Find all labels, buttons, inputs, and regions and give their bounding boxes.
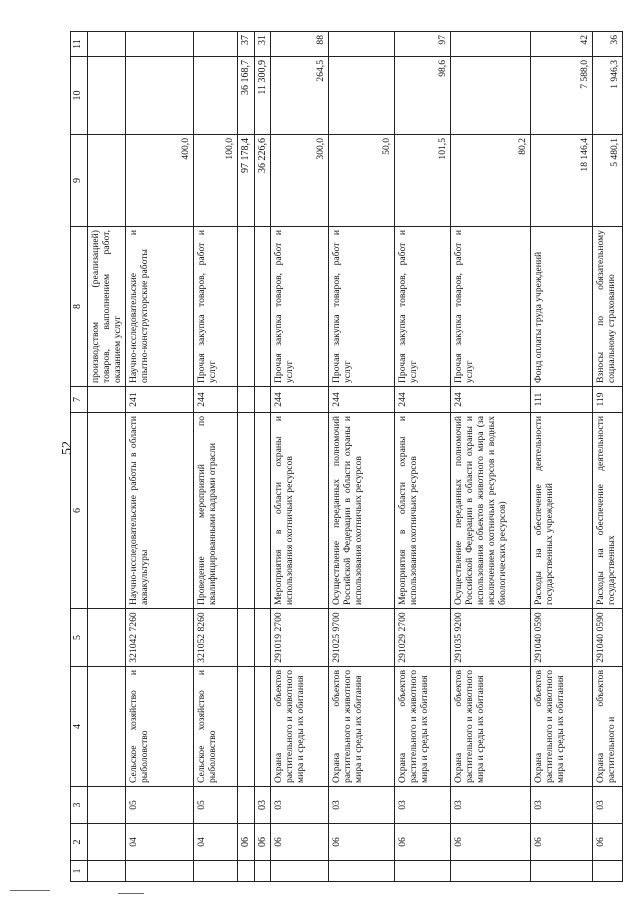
cell-5 <box>88 609 126 667</box>
cell-3: 03 <box>254 787 271 824</box>
cell-8: Взносы по обязательному социальному страхованию <box>593 227 623 387</box>
cell-11 <box>88 32 126 57</box>
cell-6: Осуществление переданных полномочий Российской Федерации в области охраны и использования объектов животного мира (за исключением охотничьих ресурсов и водных биологических ресурсов) <box>451 413 531 609</box>
cell-11 <box>329 32 395 57</box>
cell-3 <box>238 787 255 824</box>
cell-3: 03 <box>531 787 593 824</box>
cell-8: Прочая закупка товаров, работ и услуг <box>271 227 329 387</box>
cell-2: 06 <box>451 824 531 861</box>
cell-5: 291035 9200 <box>451 609 531 667</box>
cell-5: 291040 0590 <box>593 609 623 667</box>
cell-10: 11 300,9 <box>254 57 271 135</box>
cell-4 <box>238 667 255 787</box>
cell-7: 241 <box>126 387 194 413</box>
cell-9: 36 226,6 <box>254 135 271 227</box>
cell-7 <box>238 387 255 413</box>
cell-1 <box>194 861 238 882</box>
table-row <box>395 32 451 882</box>
cell-9: 80,2 <box>451 135 531 227</box>
page-number: 52 <box>60 441 75 455</box>
cell-1 <box>451 861 531 882</box>
cell-4: Охрана объектов растительного и животного мира и среды их обитания <box>329 667 395 787</box>
cell-8: Прочая закупка товаров, работ и услуг <box>451 227 531 387</box>
cell-4: Сельское хозяйство и рыболовство <box>194 667 238 787</box>
cell-6 <box>88 413 126 609</box>
cell-11: 37 <box>238 32 255 57</box>
cell-5: 321052 8260 <box>194 609 238 667</box>
cell-5: 291029 2700 <box>395 609 451 667</box>
scan-artifact-line <box>118 893 144 894</box>
cell-7: 111 <box>531 387 593 413</box>
table-row <box>451 32 531 882</box>
cell-2: 06 <box>329 824 395 861</box>
header-cell: 10 <box>71 57 88 135</box>
cell-9 <box>88 135 126 227</box>
cell-4: Охрана объектов растительного и животного мира и среды их обитания <box>395 667 451 787</box>
cell-5 <box>254 609 271 667</box>
cell-2: 06 <box>271 824 329 861</box>
scan-artifact-line <box>10 890 50 891</box>
cell-8: Прочая закупка товаров, работ и услуг <box>395 227 451 387</box>
cell-2: 06 <box>254 824 271 861</box>
cell-1 <box>126 861 194 882</box>
cell-5: 291040 0590 <box>531 609 593 667</box>
cell-8: Прочая закупка товаров, работ и услуг <box>194 227 238 387</box>
table-row-subtotal <box>254 32 271 882</box>
cell-6: Осуществление переданных полномочий Российской Федерации в области охраны и использования охотничьих ресурсов <box>329 413 395 609</box>
cell-6: Мероприятия в области охраны и использования охотничьих ресурсов <box>395 413 451 609</box>
cell-10 <box>194 57 238 135</box>
table-row <box>126 32 194 882</box>
cell-2: 06 <box>238 824 255 861</box>
table-row <box>593 32 623 882</box>
cell-9: 50,0 <box>329 135 395 227</box>
cell-10: 36 168,7 <box>238 57 255 135</box>
table-header-row <box>71 32 88 882</box>
cell-3: 05 <box>126 787 194 824</box>
table-row <box>329 32 395 882</box>
cell-6 <box>238 413 255 609</box>
header-cell: 7 <box>71 387 88 413</box>
cell-10: 7 588,0 <box>531 57 593 135</box>
cell-11: 88 <box>271 32 329 57</box>
cell-3: 03 <box>329 787 395 824</box>
cell-1 <box>593 861 623 882</box>
cell-7: 244 <box>451 387 531 413</box>
header-cell: 11 <box>71 32 88 57</box>
cell-7: 244 <box>271 387 329 413</box>
budget-table <box>70 31 623 882</box>
cell-4 <box>88 667 126 787</box>
cell-5 <box>238 609 255 667</box>
cell-6: Проведение мероприятий по квалифицированными кадрами отрасли <box>194 413 238 609</box>
cell-7: 244 <box>194 387 238 413</box>
table-row <box>271 32 329 882</box>
cell-7: 119 <box>593 387 623 413</box>
cell-8: Прочая закупка товаров, работ и услуг <box>329 227 395 387</box>
cell-10: 1 946,3 <box>593 57 623 135</box>
cell-9: 97 178,4 <box>238 135 255 227</box>
cell-6: Мероприятия в области охраны и использования охотничьих ресурсов <box>271 413 329 609</box>
header-cell: 9 <box>71 135 88 227</box>
cell-3: 03 <box>451 787 531 824</box>
cell-2: 06 <box>531 824 593 861</box>
cell-6: Расходы на обеспечение деятельности государственных <box>593 413 623 609</box>
cell-11: 97 <box>395 32 451 57</box>
cell-2 <box>88 824 126 861</box>
table-row <box>88 32 126 882</box>
cell-3: 05 <box>194 787 238 824</box>
cell-11 <box>126 32 194 57</box>
cell-8: Научно-исследовательские и опытно-конструкторские работы <box>126 227 194 387</box>
table-row <box>194 32 238 882</box>
cell-11 <box>194 32 238 57</box>
cell-6: Расходы на обеспечение деятельности государственных учреждений <box>531 413 593 609</box>
cell-9: 18 146,4 <box>531 135 593 227</box>
cell-2: 04 <box>126 824 194 861</box>
cell-1 <box>88 861 126 882</box>
cell-9: 100,0 <box>194 135 238 227</box>
header-cell: 1 <box>71 861 88 882</box>
cell-7 <box>88 387 126 413</box>
cell-5: 321042 7260 <box>126 609 194 667</box>
cell-8: Фонд оплаты труда учреждений <box>531 227 593 387</box>
cell-10 <box>88 57 126 135</box>
cell-7: 244 <box>329 387 395 413</box>
table-row <box>531 32 593 882</box>
cell-4: Охрана объектов растительного и животного мира и среды их обитания <box>271 667 329 787</box>
cell-10 <box>451 57 531 135</box>
header-cell: 5 <box>71 609 88 667</box>
cell-1 <box>395 861 451 882</box>
cell-3: 03 <box>395 787 451 824</box>
cell-1 <box>254 861 271 882</box>
cell-1 <box>238 861 255 882</box>
cell-1 <box>329 861 395 882</box>
cell-10: 98,6 <box>395 57 451 135</box>
cell-6 <box>254 413 271 609</box>
cell-1 <box>531 861 593 882</box>
cell-9: 400,0 <box>126 135 194 227</box>
cell-9: 300,0 <box>271 135 329 227</box>
cell-4 <box>254 667 271 787</box>
cell-8 <box>238 227 255 387</box>
cell-11: 31 <box>254 32 271 57</box>
header-cell: 8 <box>71 227 88 387</box>
cell-7 <box>254 387 271 413</box>
rotated-page-content <box>70 32 621 882</box>
cell-3: 03 <box>271 787 329 824</box>
cell-9: 5 480,1 <box>593 135 623 227</box>
cell-6: Научно-исследовательские работы в области аквакультуры <box>126 413 194 609</box>
header-cell: 4 <box>71 667 88 787</box>
cell-10: 264,5 <box>271 57 329 135</box>
cell-1 <box>271 861 329 882</box>
header-cell: 3 <box>71 787 88 824</box>
cell-2: 06 <box>395 824 451 861</box>
cell-4: Сельское хозяйство и рыболовство <box>126 667 194 787</box>
cell-10 <box>126 57 194 135</box>
cell-5: 291025 9700 <box>329 609 395 667</box>
cell-11: 42 <box>531 32 593 57</box>
cell-9: 101,5 <box>395 135 451 227</box>
cell-4: Охрана объектов растительного и животного мира и среды их обитания <box>531 667 593 787</box>
table-row-subtotal <box>238 32 255 882</box>
cell-7: 244 <box>395 387 451 413</box>
header-cell: 6 <box>71 413 88 609</box>
cell-10 <box>329 57 395 135</box>
cell-2: 04 <box>194 824 238 861</box>
cell-2: 06 <box>593 824 623 861</box>
cell-4: Охрана объектов растительного и животного мира и среды их обитания <box>451 667 531 787</box>
cell-4: Охрана объектов растительного и <box>593 667 623 787</box>
cell-8: производством (реализацией) товаров, выполнением работ, оказанием услуг <box>88 227 126 387</box>
cell-11: 36 <box>593 32 623 57</box>
cell-3: 03 <box>593 787 623 824</box>
cell-8 <box>254 227 271 387</box>
cell-11 <box>451 32 531 57</box>
header-cell: 2 <box>71 824 88 861</box>
cell-5: 291019 2700 <box>271 609 329 667</box>
cell-3 <box>88 787 126 824</box>
